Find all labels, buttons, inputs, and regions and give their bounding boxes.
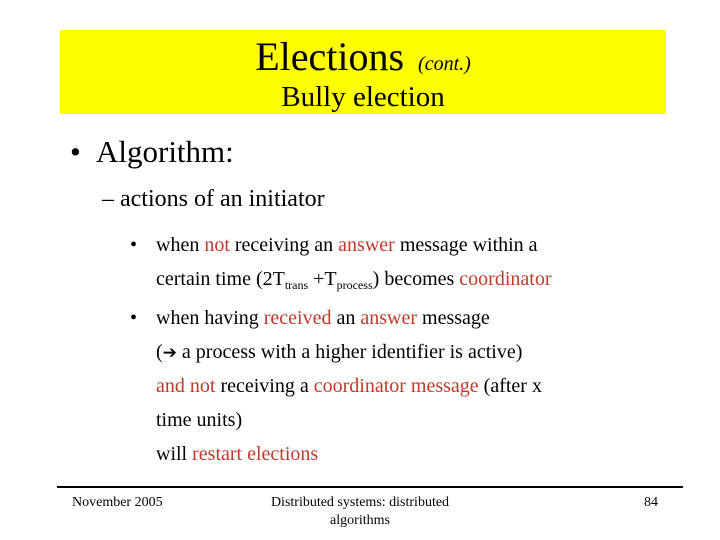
subscript-process: process	[336, 278, 373, 292]
bullet-dot-icon: •	[130, 234, 138, 256]
footer-date: November 2005	[72, 495, 163, 510]
text-span: (	[156, 341, 163, 363]
text-line	[156, 262, 551, 296]
text-line	[156, 335, 542, 369]
text-line	[156, 228, 551, 262]
bullet-algorithm	[70, 134, 234, 170]
subscript-trans: trans	[284, 278, 309, 292]
text-line	[156, 403, 542, 437]
text-line	[156, 301, 542, 335]
text-span: receiving a	[215, 375, 314, 397]
highlight-span: coordinator	[459, 268, 552, 290]
text-line	[156, 437, 542, 471]
highlight-span: and not	[156, 375, 216, 397]
highlight-span: not	[204, 234, 230, 256]
text-span: an	[331, 307, 361, 329]
footer-course-title: Distributed systems: distributed algorithms	[270, 495, 450, 528]
dash-icon: –	[102, 186, 114, 212]
title-main-text: Elections	[255, 34, 405, 79]
highlight-span: answer	[360, 307, 418, 329]
text-span: when having	[156, 307, 264, 329]
title-banner	[60, 30, 666, 114]
text-span: message	[417, 307, 490, 329]
bullet-algorithm-text: Algorithm:	[96, 134, 234, 169]
highlight-span: coordinator message	[313, 375, 479, 397]
text-span: when	[156, 234, 205, 256]
text-span: certain time (2T	[156, 268, 285, 290]
text-line	[156, 369, 542, 403]
bullet-dot-icon: •	[130, 307, 138, 329]
bullet-dot-icon: •	[70, 134, 81, 169]
text-span: ) becomes	[372, 268, 460, 290]
title-cont-text: (cont.)	[418, 53, 471, 75]
right-arrow-icon: ➔	[162, 343, 177, 362]
slide-title	[60, 34, 666, 87]
footer-divider	[57, 486, 683, 488]
text-span: +T	[308, 268, 337, 290]
sub-sub-bullet-2	[130, 301, 542, 471]
text-span: (after x	[478, 375, 542, 397]
sub-bullet-initiator-text: actions of an initiator	[120, 186, 325, 212]
text-span: receiving an	[229, 234, 339, 256]
sub-sub-bullet-1-text	[156, 228, 551, 296]
highlight-span: received	[263, 307, 332, 329]
highlight-span: restart elections	[192, 443, 319, 465]
sub-sub-bullet-1	[130, 228, 551, 296]
highlight-span: answer	[338, 234, 395, 256]
footer-page-number: 84	[644, 495, 658, 510]
slide-subtitle: Bully election	[281, 81, 445, 113]
sub-bullet-initiator	[102, 184, 325, 214]
text-span: time units)	[156, 409, 243, 431]
text-span: will	[156, 443, 193, 465]
text-span: message within a	[394, 234, 538, 256]
sub-sub-bullet-2-text	[156, 301, 542, 471]
text-span: a process with a higher identifier is active)	[176, 341, 523, 363]
